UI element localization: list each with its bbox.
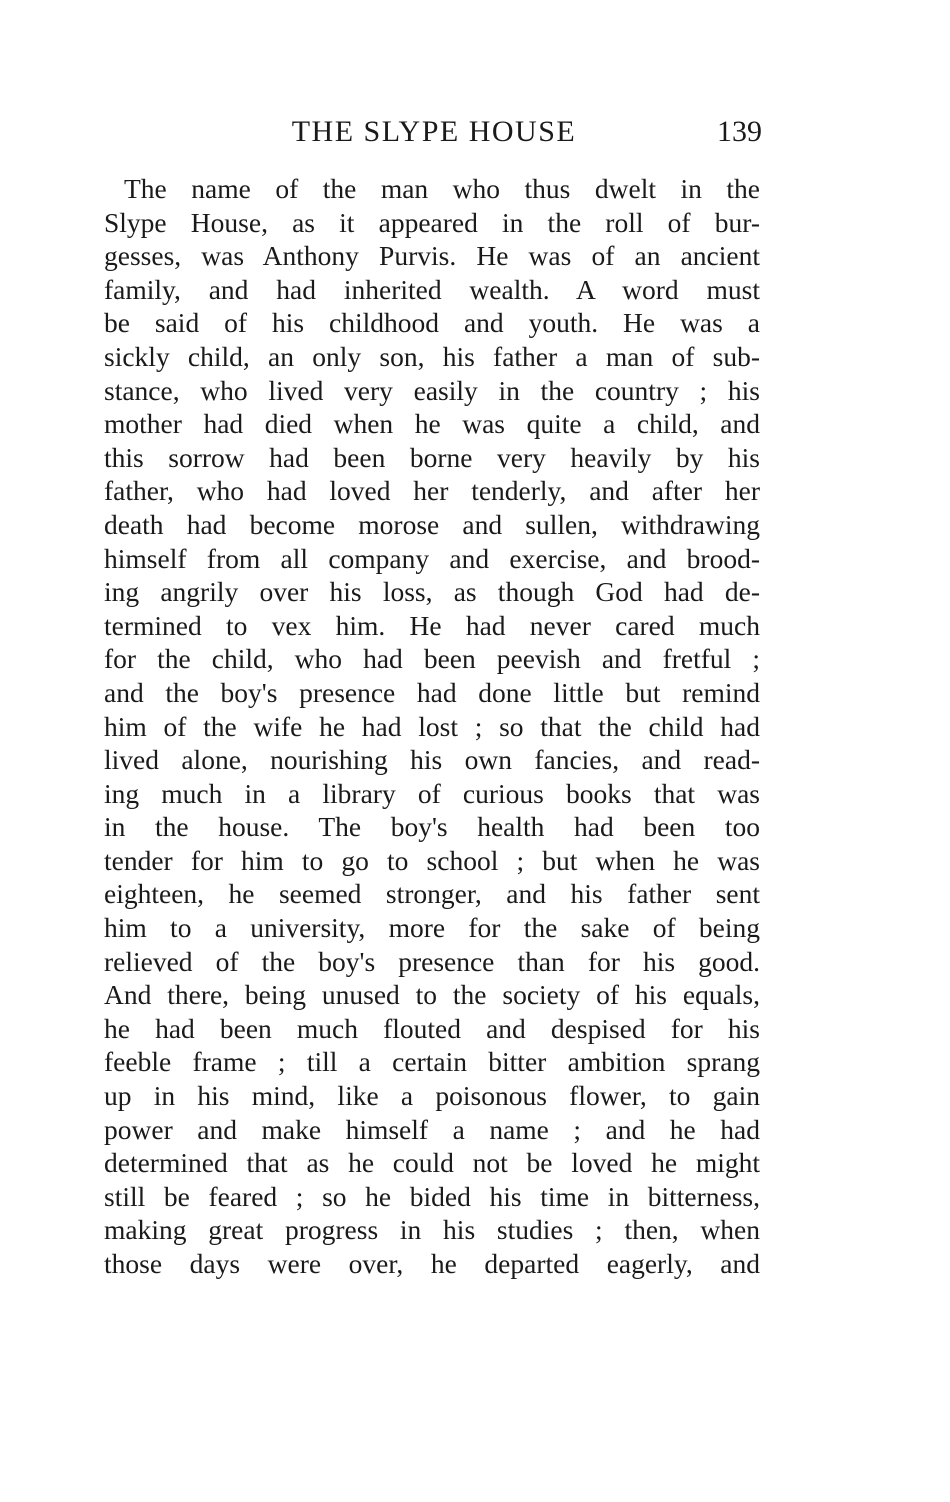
text-line: mother had died when he was quite a child, and <box>104 408 760 440</box>
text-line: be said of his childhood and youth. He was a <box>104 307 760 339</box>
body-text <box>104 172 760 1281</box>
text-line: for the child, who had been peevish and fretful ; <box>104 643 760 675</box>
text-line: ing angrily over his loss, as though God had de- <box>104 576 760 608</box>
text-line: determined that as he could not be loved he might <box>104 1147 760 1179</box>
text-line: family, and had inherited wealth. A word must <box>104 273 760 305</box>
text-line: Slype House, as it appeared in the roll of bur- <box>104 206 760 238</box>
text-line: those days were over, he departed eagerly, and <box>104 1248 760 1279</box>
text-line: feeble frame ; till a certain bitter ambition sprang <box>104 1046 760 1078</box>
text-line: tender for him to go to school ; but when he was <box>104 844 760 876</box>
text-line: death had become morose and sullen, withdrawing <box>104 508 760 540</box>
text-line: in the house. The boy's health had been too <box>104 811 760 843</box>
text-line: termined to vex him. He had never cared much <box>104 609 760 641</box>
text-line: lived alone, nourishing his own fancies, and read- <box>104 744 760 776</box>
text-line: ing much in a library of curious books that was <box>104 777 760 809</box>
text-line: this sorrow had been borne very heavily by his <box>104 441 760 473</box>
text-line: him of the wife he had lost ; so that the child had <box>104 710 760 742</box>
running-head: THE SLYPE HOUSE <box>291 115 577 148</box>
text-line: father, who had loved her tenderly, and after her <box>104 475 760 507</box>
text-line: gesses, was Anthony Purvis. He was of an ancient <box>104 240 760 272</box>
page-number: 139 <box>717 115 762 148</box>
text-line: making great progress in his studies ; then, when <box>104 1214 760 1246</box>
text-line: eighteen, he seemed stronger, and his father sent <box>104 878 760 910</box>
text-line: The name of the man who thus dwelt in the <box>124 173 760 204</box>
text-line: he had been much flouted and despised for his <box>104 1012 760 1044</box>
text-line: sickly child, an only son, his father a man of sub- <box>104 340 760 372</box>
text-line: power and make himself a name ; and he had <box>104 1113 760 1145</box>
text-line: stance, who lived very easily in the country ; his <box>104 374 760 406</box>
text-line: And there, being unused to the society of his equals, <box>104 979 760 1011</box>
text-line: up in his mind, like a poisonous flower, to gain <box>104 1080 760 1112</box>
page-header <box>104 112 764 152</box>
text-line: him to a university, more for the sake of being <box>104 912 760 944</box>
text-line: himself from all company and exercise, and brood- <box>104 542 760 574</box>
text-line: relieved of the boy's presence than for his good. <box>104 945 760 977</box>
text-line: still be feared ; so he bided his time in bitterness, <box>104 1180 760 1212</box>
text-line: and the boy's presence had done little but remind <box>104 676 760 708</box>
